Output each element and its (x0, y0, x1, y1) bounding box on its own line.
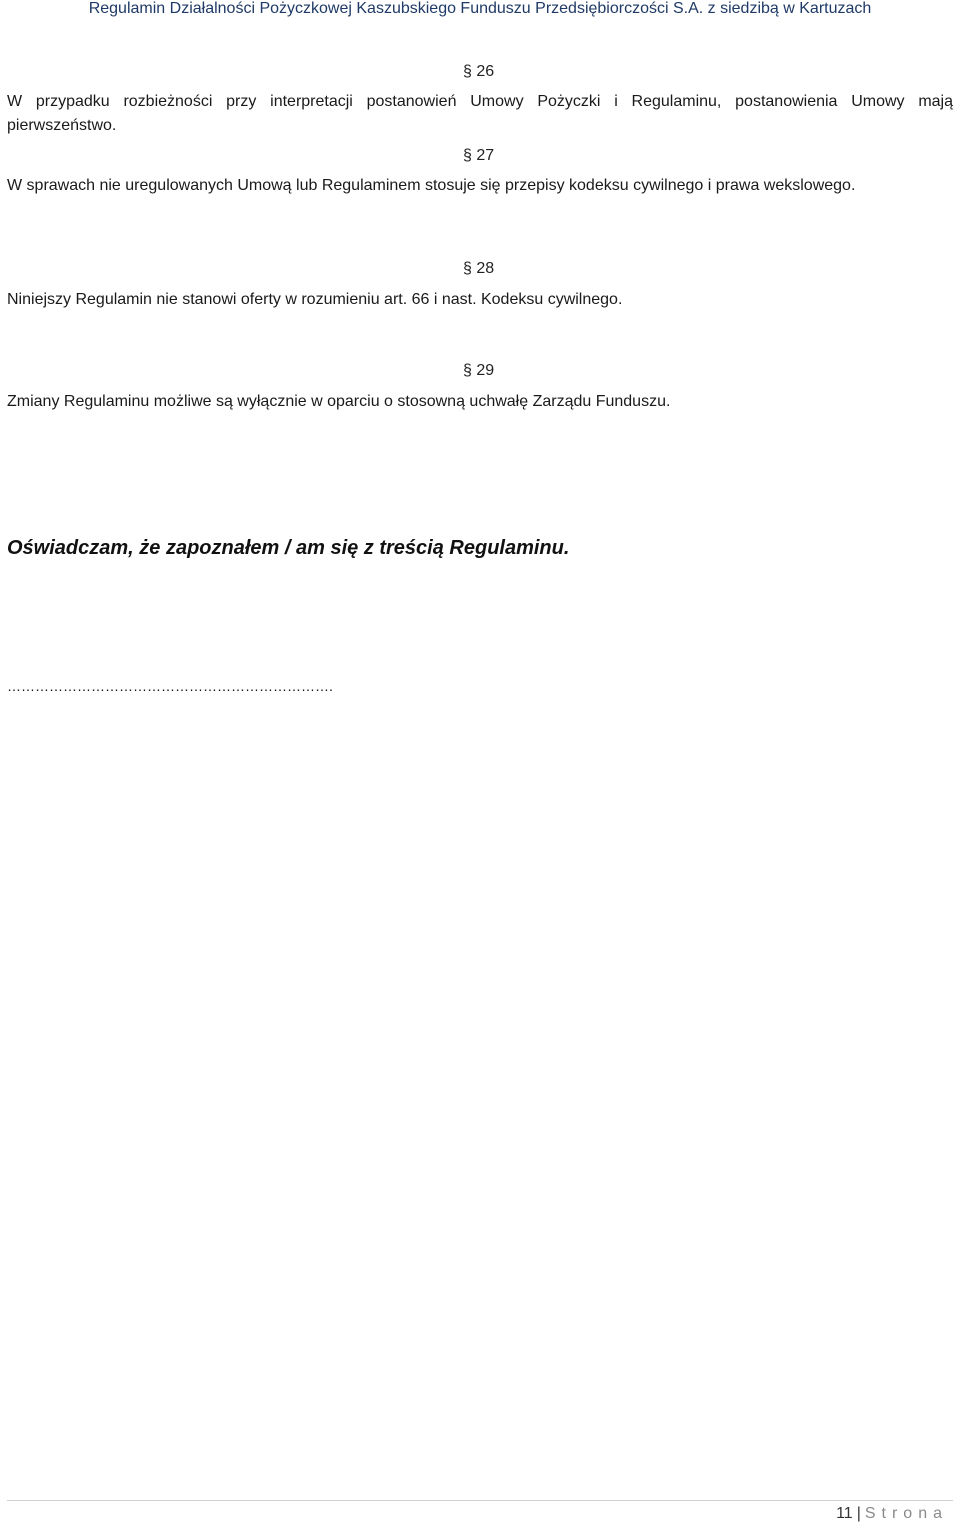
section-27-mark: § 27 (463, 147, 495, 164)
footer-divider (7, 1500, 953, 1501)
section-28-mark: § 28 (463, 260, 495, 277)
section-26-text: W przypadku rozbieżności przy interpretacji postanowień Umowy Pożyczki i Regulaminu, postanowienia Umowy mają pierwszeństwo. (7, 93, 953, 134)
page-label: Strona (864, 1505, 948, 1522)
footer-separator: | (856, 1505, 861, 1522)
document-header: Regulamin Działalności Pożyczkowej Kaszubskiego Funduszu Przedsiębiorczości S.A. z siedzibą w Kartuzach (88, 0, 872, 17)
section-28-text: Niniejszy Regulamin nie stanowi oferty w rozumieniu art. 66 i nast. Kodeksu cywilnego. (7, 291, 623, 308)
page-footer (836, 1505, 948, 1523)
section-29-text: Zmiany Regulaminu możliwe są wyłącznie w oparciu o stosowną uchwałę Zarządu Funduszu. (7, 393, 671, 410)
signature-placeholder: ……………………………………………………………. (7, 678, 333, 694)
declaration-statement: Oświadczam, że zapoznałem / am się z treścią Regulaminu. (7, 537, 570, 559)
section-29-mark: § 29 (463, 362, 495, 379)
section-26-mark: § 26 (463, 63, 495, 80)
section-27-text: W sprawach nie uregulowanych Umową lub Regulaminem stosuje się przepisy kodeksu cywilnego i prawa wekslowego. (7, 177, 856, 194)
page-number: 11 (836, 1505, 853, 1522)
